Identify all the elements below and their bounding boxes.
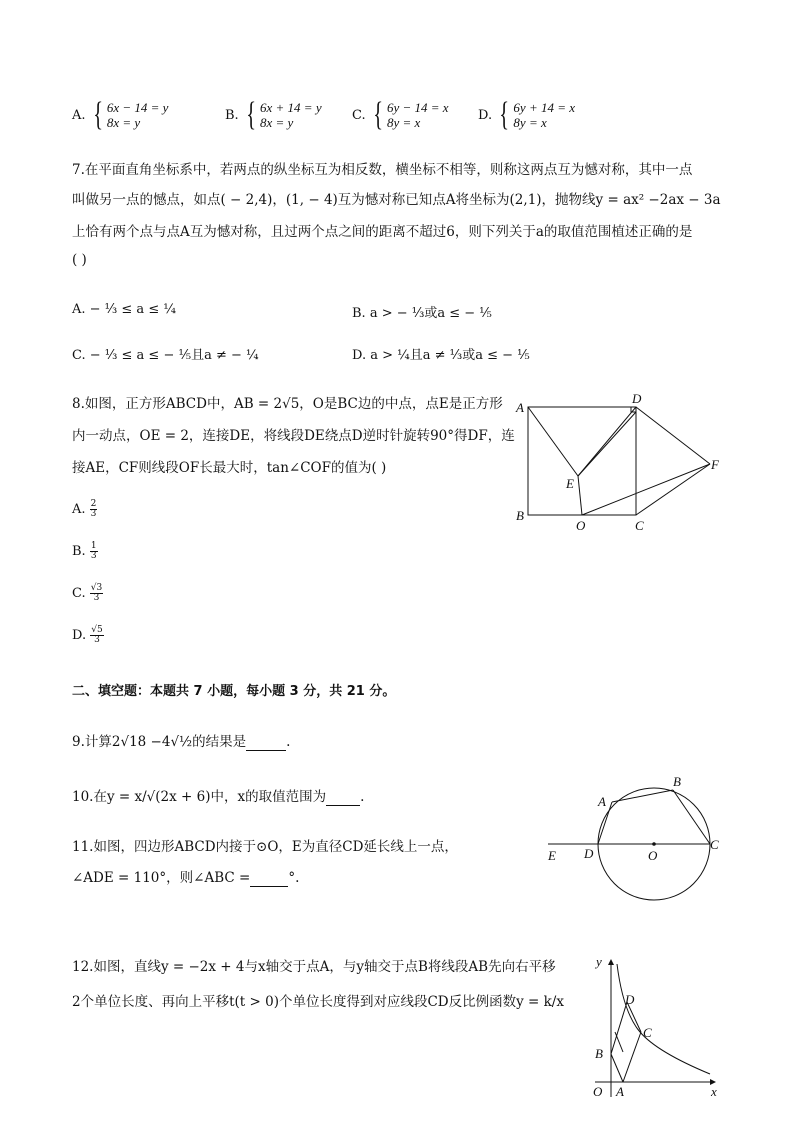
label-a: A: [516, 400, 524, 415]
denominator: 3: [90, 551, 97, 561]
q7-line-1: 7.在平面直角坐标系中，若两点的纵坐标互为相反数，横坐标不相等，则称这两点互为憾对称，其中一点: [72, 162, 693, 178]
segment-eo: [578, 476, 582, 515]
label-c: C: [710, 837, 719, 852]
q8-option-b[interactable]: [72, 542, 98, 561]
option-letter: C.: [72, 586, 86, 601]
segment-de: [578, 407, 636, 476]
q10-answer-blank[interactable]: [326, 789, 360, 806]
segment-bc: [673, 790, 710, 844]
q10: [72, 785, 364, 806]
q11-line-1: 11.如图，四边形ABCD内接于⊙O，E为直径CD延长线上一点，: [72, 839, 458, 855]
q7-line-3: 上恰有两个点与点A互为憾对称，且过两个点之间的距离不超过6，则下列关于a的取值范围植述正确的是: [72, 224, 693, 240]
q8-option-d[interactable]: [72, 626, 104, 645]
equation-2: 8y = x: [386, 115, 421, 130]
equation-2: 8y = x: [513, 115, 547, 130]
q8-line-1: 8.如图，正方形ABCD中，AB = 2√5，O是BC边的中点，点E是正方形: [72, 396, 503, 412]
equation-1: 6x + 14 = y: [260, 100, 322, 115]
q12-line-2: 2个单位长度、再向上平移t(t > 0)个单位长度得到对应线段CD反比例函数y = k/x: [72, 994, 564, 1010]
fraction: [90, 626, 103, 645]
fraction: [90, 500, 98, 519]
square-abcd: [528, 407, 636, 515]
q9-answer-blank[interactable]: [246, 734, 286, 751]
option-letter: A.: [72, 107, 86, 123]
denominator: 3: [93, 593, 100, 603]
segment-bd: [611, 1002, 627, 1054]
equation-2: 8x = y: [260, 115, 294, 130]
q6-option-b[interactable]: [225, 98, 322, 132]
equation-1: 6x − 14 = y: [106, 100, 169, 115]
q7-option-d[interactable]: D. a > ¼且a ≠ ⅓或a ≤ − ⅕: [352, 348, 530, 363]
q7-line-2: 叫做另一点的憾点，如点( − 2,4)，(1, − 4)互为憾对称已知点A将坐标为(2,1)，抛物线y = ax² −2ax − 3a: [72, 192, 721, 208]
q11-figure: [540, 772, 730, 902]
segment-df: [636, 407, 710, 464]
label-o: O: [648, 848, 658, 863]
segment-of: [582, 464, 710, 515]
q8-option-a[interactable]: [72, 500, 97, 519]
q8-line-2: 内一动点，OE = 2，连接DE，将线段DE绕点D逆时针旋转90°得DF，连: [72, 428, 515, 444]
q12-figure: [585, 952, 725, 1102]
q9: [72, 730, 290, 751]
segment-aux: [615, 1032, 623, 1052]
brace: {: [499, 96, 510, 133]
q11-suffix: °.: [288, 870, 300, 886]
numerator: 2: [90, 499, 97, 509]
hyperbola: [617, 964, 710, 1074]
brace: {: [245, 96, 256, 133]
label-c: C: [643, 1025, 652, 1040]
option-letter: D.: [72, 628, 87, 643]
q10-text: 10.在y = x/√(2x + 6)中，x的取值范围为: [72, 789, 327, 805]
label-b: B: [516, 508, 524, 523]
label-e: E: [548, 848, 556, 863]
q8-option-c[interactable]: [72, 584, 103, 603]
segment-ab: [611, 1054, 623, 1082]
segment-e-top: [578, 412, 636, 476]
q11-text: ∠ADE = 110°，则∠ABC =: [72, 870, 251, 886]
label-o: O: [576, 518, 586, 533]
label-a: A: [616, 1084, 624, 1099]
numerator: 1: [90, 541, 97, 551]
numerator: √3: [90, 583, 103, 593]
label-d: D: [632, 391, 642, 406]
q8-figure: [510, 390, 740, 535]
q6-option-c[interactable]: [352, 98, 449, 132]
q10-suffix: .: [360, 789, 365, 805]
q11-line-2: [72, 866, 299, 887]
q9-text: 9.计算2√18 −4√½的结果是: [72, 734, 247, 750]
label-d: D: [584, 846, 594, 861]
label-y: y: [596, 954, 602, 969]
denominator: 3: [94, 635, 100, 645]
label-x: x: [711, 1084, 717, 1099]
option-letter: B.: [72, 544, 86, 559]
q7-option-c[interactable]: C. − ⅓ ≤ a ≤ − ⅕且a ≠ − ¼: [72, 348, 259, 363]
option-letter: D.: [478, 107, 493, 123]
q6-option-d[interactable]: [478, 98, 575, 132]
q12-line-1: 12.如图，直线y = −2x + 4与x轴交于点A，与y轴交于点B将线段AB先向右平移: [72, 959, 556, 975]
label-o: O: [593, 1084, 603, 1099]
label-d: D: [625, 992, 635, 1007]
equation-2: 8x = y: [106, 115, 141, 130]
q9-suffix: .: [286, 734, 291, 750]
segment-ab: [612, 790, 673, 802]
segment-ac: [623, 1032, 641, 1082]
brace: {: [372, 96, 383, 133]
label-b: B: [595, 1046, 603, 1061]
label-a: A: [598, 794, 606, 809]
denominator: 3: [90, 509, 97, 519]
center-dot: [652, 842, 656, 846]
brace: {: [92, 96, 103, 133]
q11-answer-blank[interactable]: [250, 870, 288, 887]
q7-option-a[interactable]: A. − ⅓ ≤ a ≤ ¼: [72, 302, 176, 317]
q7-option-b[interactable]: B. a > − ⅓或a ≤ − ⅕: [352, 306, 492, 321]
option-letter: A.: [72, 502, 86, 517]
numerator: √5: [91, 625, 103, 635]
option-letter: C.: [352, 107, 366, 123]
segment-ae: [528, 407, 578, 476]
label-f: F: [711, 457, 719, 472]
label-c: C: [635, 518, 644, 533]
label-e: E: [566, 476, 574, 491]
label-b: B: [673, 774, 681, 789]
fraction: [90, 542, 98, 561]
q8-line-3: 接AE，CF则线段OF长最大时，tan∠COF的值为( ): [72, 460, 387, 476]
equation-1: 6y − 14 = x: [386, 100, 449, 115]
q6-option-a[interactable]: [72, 98, 168, 132]
section-2-heading: 二、填空题：本题共 7 小题，每小题 3 分，共 21 分。: [72, 684, 396, 699]
q7-line-4: ( ): [72, 252, 87, 268]
equation-1: 6y + 14 = x: [513, 100, 576, 115]
fraction: [90, 584, 103, 603]
option-letter: B.: [225, 107, 239, 123]
